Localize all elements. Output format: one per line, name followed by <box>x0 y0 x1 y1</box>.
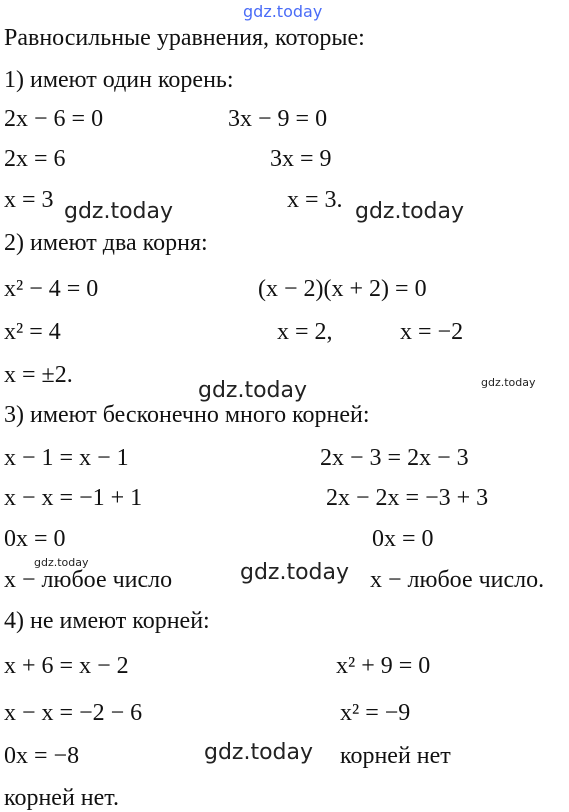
section-2-heading: 2) имеют два корня: <box>4 230 208 256</box>
section-2-left-eq-2: x² = 4 <box>4 319 61 345</box>
section-4-right-eq-2: x² = −9 <box>340 700 411 726</box>
section-1-left-eq-1: 2x − 6 = 0 <box>4 106 104 132</box>
section-1-right-eq-3: x = 3. <box>287 187 343 213</box>
section-1-right-eq-2: 3x = 9 <box>270 146 332 172</box>
section-3-right-eq-1: 2x − 3 = 2x − 3 <box>320 445 469 471</box>
section-2-right-eq-1: (x − 2)(x + 2) = 0 <box>258 276 427 302</box>
section-4-left-eq-3: 0x = −8 <box>4 743 80 769</box>
page-title: Равносильные уравнения, которые: <box>4 25 365 51</box>
watermark-2: gdz.today <box>355 199 465 224</box>
watermark-5: gdz.today <box>34 556 89 569</box>
watermark-6: gdz.today <box>240 560 350 585</box>
section-4-right-eq-3: корней нет <box>340 743 451 769</box>
section-1-right-eq-1: 3x − 9 = 0 <box>228 106 328 132</box>
section-3-left-eq-4: x − любое число <box>4 567 173 593</box>
watermark-3: gdz.today <box>198 378 308 403</box>
section-3-heading: 3) имеют бесконечно много корней: <box>4 402 370 428</box>
section-2-right-eq-2: x = 2, <box>277 319 333 345</box>
section-3-right-eq-3: 0x = 0 <box>372 526 434 552</box>
section-3-left-eq-2: x − x = −1 + 1 <box>4 485 143 511</box>
section-2-left-eq-3: x = ±2. <box>4 362 73 388</box>
section-1-heading: 1) имеют один корень: <box>4 67 234 93</box>
watermark-7: gdz.today <box>204 740 314 765</box>
section-4-heading: 4) не имеют корней: <box>4 608 210 634</box>
section-1-left-eq-3: x = 3 <box>4 187 54 213</box>
section-4-left-eq-2: x − x = −2 − 6 <box>4 700 143 726</box>
section-4-right-eq-1: x² + 9 = 0 <box>336 653 431 679</box>
section-4-left-eq-1: x + 6 = x − 2 <box>4 653 129 679</box>
watermark-4: gdz.today <box>481 376 536 389</box>
section-3-left-eq-1: x − 1 = x − 1 <box>4 445 129 471</box>
watermark-top: gdz.today <box>243 2 323 21</box>
section-4-left-eq-4: корней нет. <box>4 785 119 811</box>
section-1-left-eq-2: 2x = 6 <box>4 146 66 172</box>
section-3-left-eq-3: 0x = 0 <box>4 526 66 552</box>
watermark-1: gdz.today <box>64 199 174 224</box>
section-3-right-eq-2: 2x − 2x = −3 + 3 <box>326 485 489 511</box>
section-2-left-eq-1: x² − 4 = 0 <box>4 276 99 302</box>
section-2-right-eq-3: x = −2 <box>400 319 464 345</box>
section-3-right-eq-4: x − любое число. <box>370 567 545 593</box>
